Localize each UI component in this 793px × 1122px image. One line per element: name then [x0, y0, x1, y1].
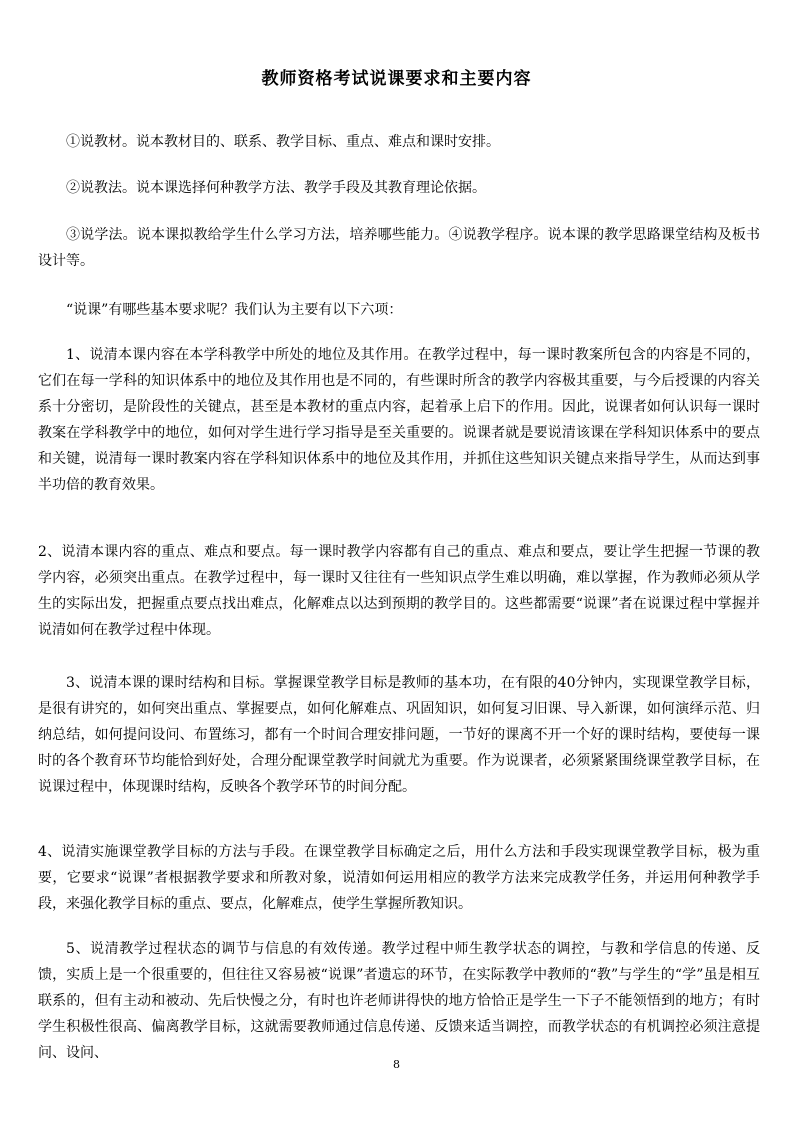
page-number: 8	[393, 1058, 400, 1071]
paragraph-8: 4、说清实施课堂教学目标的方法与手段。在课堂教学目标确定之后，用什么方法和手段实现课堂教学目标，极为重要，它要求“说课”者根据教学要求和所教对象，说清如何运用相应的教学方法来完成教学任务，并运用何种教学手段，来强化教学目标的重点、要点，化解难点，使学生掌握所教知识。	[38, 844, 760, 912]
page-title: 教师资格考试说课要求和主要内容	[261, 69, 532, 89]
paragraph-2: ②说教法。说本课选择何种教学方法、教学手段及其教育理论依据。	[66, 180, 486, 196]
paragraph-7: 3、说清本课的课时结构和目标。掌握课堂教学目标是教师的基本功，在有限的40分钟内，实现课堂教学目标，是很有讲究的，如何突出重点、掌握要点，如何化解难点、巩固知识，如何复习旧课、导入新课，如何演绎示范、归纳总结，如何提问设问、布置练习，都有一个时间合理安排问题，一节好的课离不开一个好的课时结构，要使每一课时的各个教育环节均能恰到好处，合理分配课堂教学时间就尤为重要。作为说课者，必须紧紧围绕课堂教学目标，在说课过程中，体现课时结构，反映各个教学环节的时间分配。	[38, 675, 760, 795]
paragraph-1: ①说教材。说本教材目的、联系、教学目标、重点、难点和课时安排。	[66, 134, 500, 150]
paragraph-3: ③说学法。说本课拟教给学生什么学习方法，培养哪些能力。④说教学程序。说本课的教学思路课堂结构及板书设计等。	[38, 227, 760, 269]
paragraph-9: 5、说清教学过程状态的调节与信息的有效传递。教学过程中师生教学状态的调控，与教和学信息的传递、反馈，实质上是一个很重要的，但往往又容易被“说课”者遗忘的环节，在实际教学中教师的“教”与学生的“学”虽是相互联系的，但有主动和被动、先后快慢之分，有时也许老师讲得快的地方恰恰正是学生一下子不能领悟到的地方；有时学生积极性很高、偏离教学目标，这就需要教师通过信息传递、反馈来适当调控，而教学状态的有机调控必须注意提问、设问、	[38, 941, 760, 1061]
paragraph-5: 1、说清本课内容在本学科教学中所处的地位及其作用。在教学过程中，每一课时教案所包含的内容是不同的，它们在每一学科的知识体系中的地位及其作用也是不同的，有些课时所含的教学内容极其重要，与今后授课的内容关系十分密切，是阶段性的关键点，甚至是本教材的重点内容，起着承上启下的作用。因此，说课者如何认识每一课时教案在学科教学中的地位，如何对学生进行学习指导是至关重要的。说课者就是要说清该课在学科知识体系中的要点和关键，说清每一课时教案内容在学科知识体系中的地位及其作用，并抓住这些知识关键点来指导学生，从而达到事半功倍的教育效果。	[38, 347, 760, 493]
paragraph-6: 2、说清本课内容的重点、难点和要点。每一课时教学内容都有自己的重点、难点和要点，要让学生把握一节课的教学内容，必须突出重点。在教学过程中，每一课时又往往有一些知识点学生难以明确，难以掌握，作为教师必须从学生的实际出发，把握重点要点找出难点，化解难点以达到预期的教学目的。这些都需要“说课”者在说课过程中掌握并说清如何在教学过程中体现。	[38, 544, 760, 638]
paragraph-4: “说课”有哪些基本要求呢？我们认为主要有以下六项：	[66, 302, 403, 318]
